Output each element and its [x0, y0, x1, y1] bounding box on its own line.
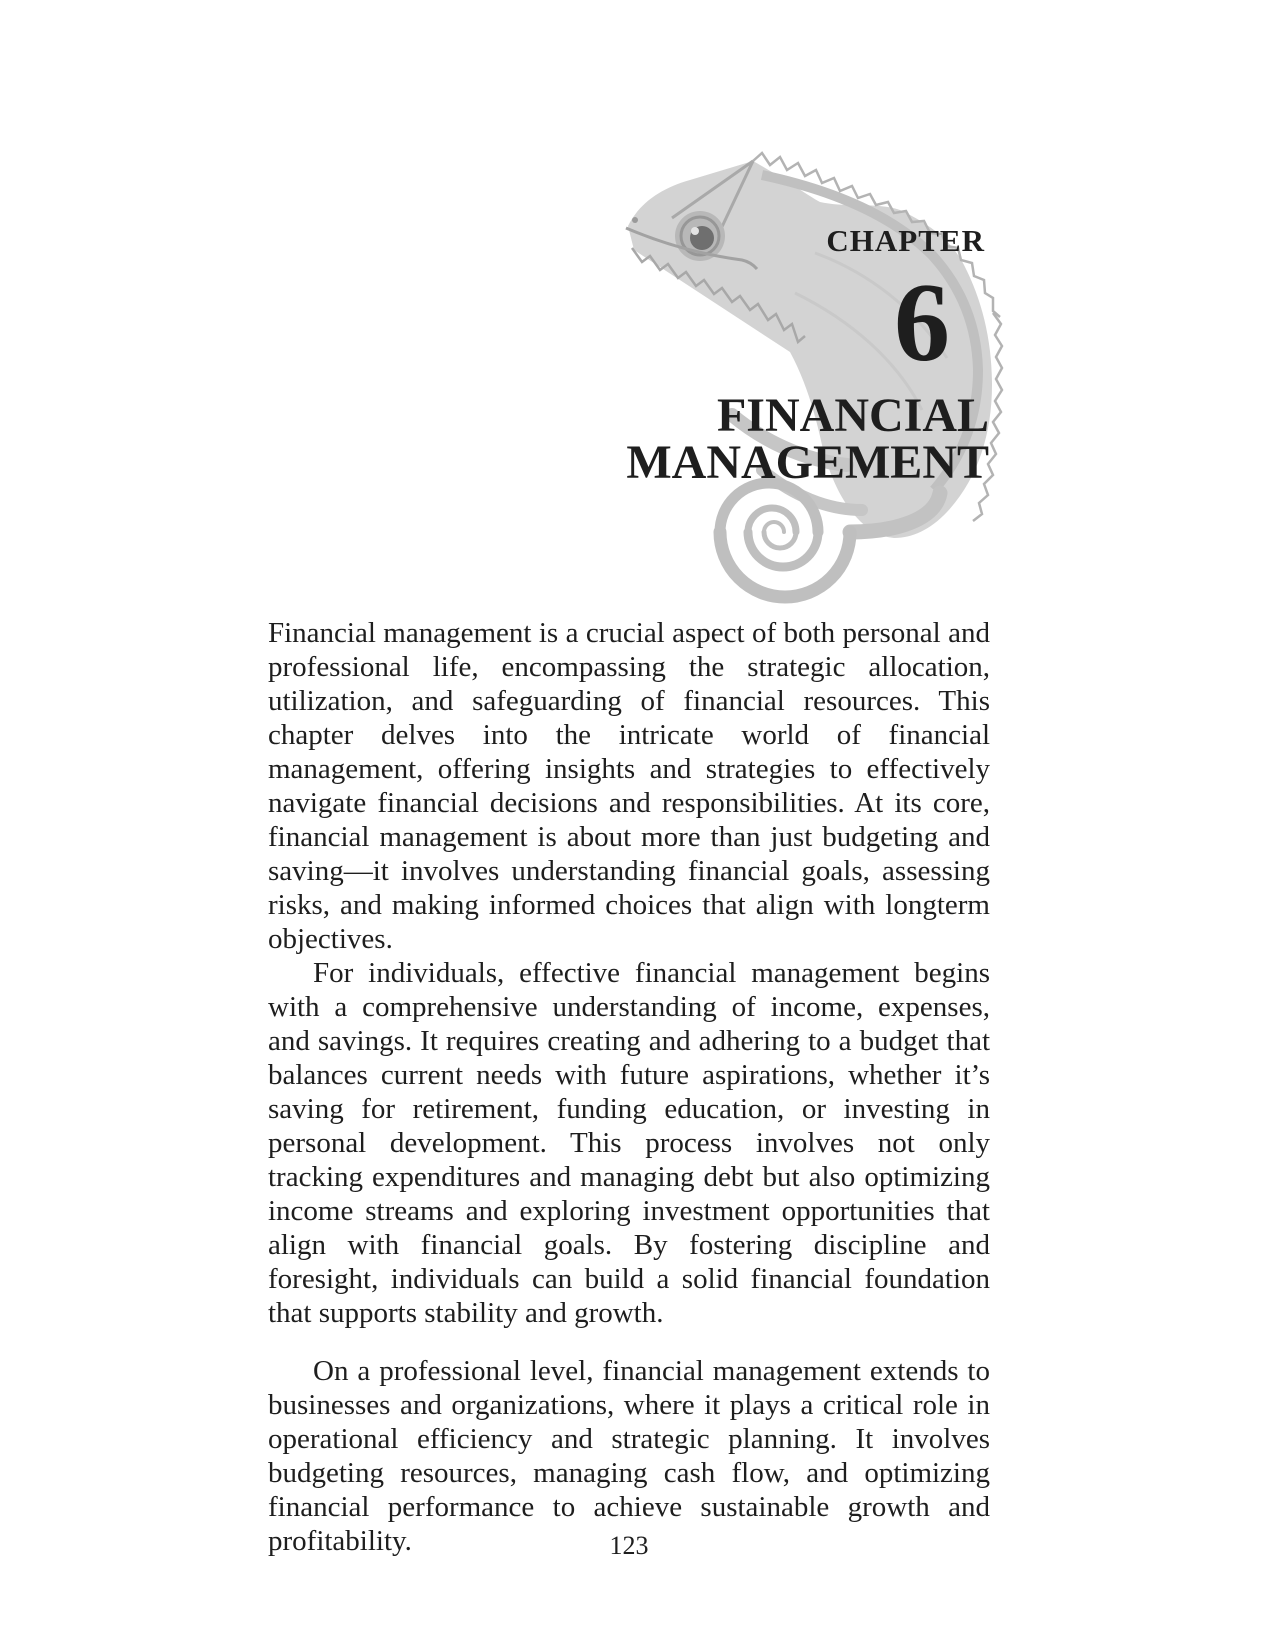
chapter-title-line-1: FINANCIAL [716, 389, 989, 442]
chapter-title-line-2: MANAGEMENT [626, 436, 989, 489]
chapter-number: 6 [894, 261, 950, 385]
body-paragraph-1: Financial management is a crucial aspect of both personal and professional life, encompassing the strategic allocation, utilization, and safeguarding of financial resources. This chapter delves into the intricate world of financial management, offering insights and strategies to effectively navigate financial decisions and responsibilities. At its core, financial management is about more than just budgeting and saving—it involves understanding financial goals, assessing risks, and making informed choices that align with longterm objectives. [268, 617, 990, 955]
chapter-label: CHAPTER [826, 223, 985, 258]
page-number: 123 [609, 1531, 649, 1560]
chapter-body [268, 616, 990, 1558]
body-paragraph-2: For individuals, effective financial management begins with a comprehensive understanding of income, expenses, and savings. It requires creating and adhering to a budget that balances current needs with future aspirations, whether it’s saving for retirement, funding education, or investing in personal development. This process involves not only tracking expenditures and managing debt but also optimizing income streams and exploring investment opportunities that align with financial goals. By fostering discipline and foresight, individuals can build a solid financial foundation that supports stability and growth. [268, 957, 990, 1329]
body-paragraph-3: On a professional level, financial management extends to businesses and organizations, where it plays a critical role in operational efficiency and strategic planning. It involves budgeting resources, managing cash flow, and optimizing financial performance to achieve sustainable growth and profitability. [268, 1355, 990, 1557]
